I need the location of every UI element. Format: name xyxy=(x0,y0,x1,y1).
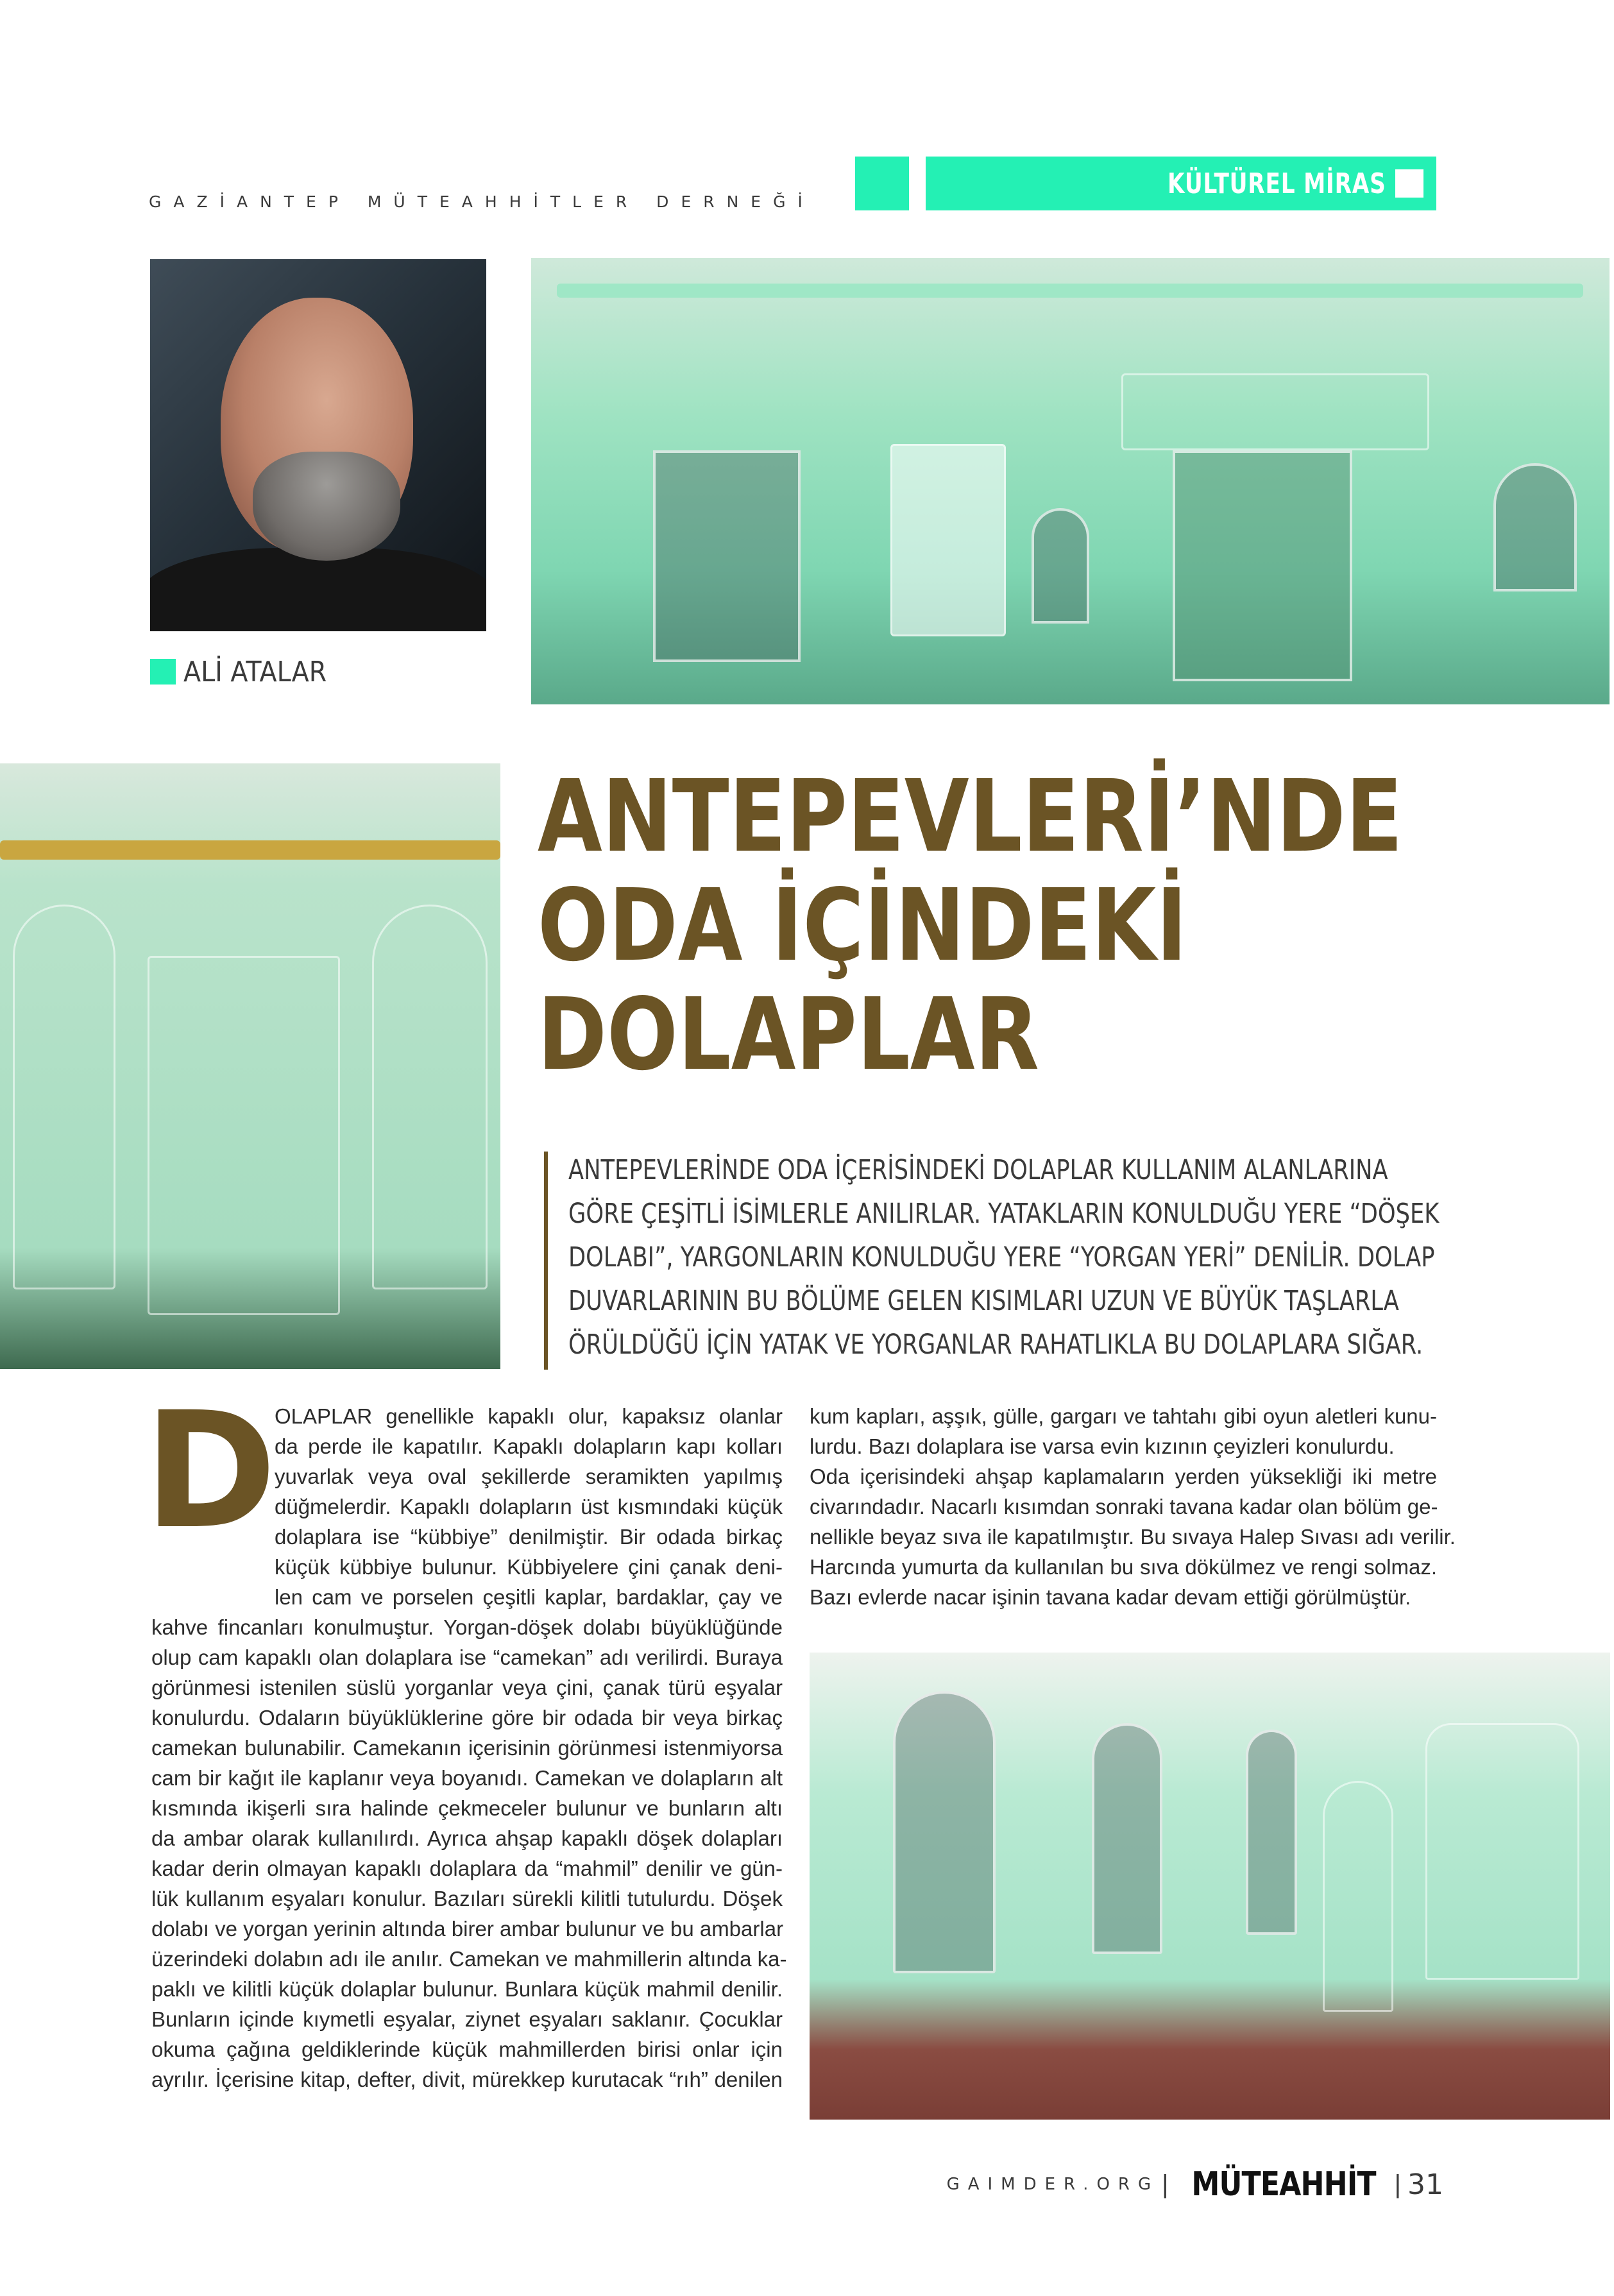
author-name: ALİ ATALAR xyxy=(183,656,327,688)
section-label: KÜLTÜREL MİRAS xyxy=(1168,167,1386,200)
body-line: camekan bulunabilir. Camekanın içerisinin görünmesi istenmiyorsa xyxy=(151,1736,783,1760)
author-portrait xyxy=(150,259,486,631)
lead-rule xyxy=(544,1152,548,1370)
body-line: kahve fincanları konulmuştur. Yorgan-döşek dolabı büyüklüğünde xyxy=(151,1615,783,1639)
room-photo-top xyxy=(531,258,1610,704)
body-line: Bazı evlerde nacar işinin tavana kadar devam ettiği görülmüştür. xyxy=(810,1585,1411,1609)
body-line: ayrılır. İçerisine kitap, defter, divit, mürekkep kurutacak “rıh” denilen xyxy=(151,2068,783,2091)
body-line: paklı ve kilitli küçük dolaplar bulunur. Bunlara küçük mahmil denilir. xyxy=(151,1977,783,2001)
body-line: dolaplara ise “kübbiye” denilmiştir. Bir odada birkaç xyxy=(275,1525,783,1549)
body-line: Bunların içinde kıymetli eşyalar, ziynet eşyaları saklanır. Çocuklar xyxy=(151,2007,783,2031)
cupboard-photo-left xyxy=(0,763,500,1369)
association-name: GAZİANTEP MÜTEAHHİTLER DERNEĞİ xyxy=(149,192,815,211)
header-accent-square xyxy=(855,157,909,210)
body-line: küçük kübbiye bulunur. Kübbiyelere çini çanak deni- xyxy=(275,1555,783,1579)
page-number: 31 xyxy=(1407,2168,1443,2201)
body-line: lük kullanım eşyaları konulur. Bazıları sürekli kilitli tutulurdu. Döşek xyxy=(151,1887,783,1910)
room-photo-bottom xyxy=(810,1653,1610,2120)
body-line: konulurdu. Odaların büyüklüklerine göre bir odada bir veya birkaç xyxy=(151,1706,783,1730)
body-line: düğmelerdir. Kapaklı dolapların üst kısmındaki küçük xyxy=(275,1495,783,1518)
body-line: okuma çağına geldiklerinde küçük mahmillerden birisi onlar için xyxy=(151,2037,783,2061)
body-line: olup cam kapaklı olan dolaplara ise “camekan” adı verilirdi. Buraya xyxy=(151,1645,783,1669)
body-line: da ambar olarak kullanılırdı. Ayrıca ahşap kapaklı döşek dolapları xyxy=(151,1826,783,1850)
body-line: kadar derin olmayan kapaklı dolaplara da “mahmil” denilir ve gün- xyxy=(151,1857,783,1880)
lead-line: DOLABI”, YARGONLARIN KONULDUĞU YERE “YORGAN YERİ” DENİLİR. DOLAP xyxy=(568,1241,1435,1273)
body-line: Oda içerisindeki ahşap kaplamaların yerden yüksekliği iki metre xyxy=(810,1465,1437,1488)
footer-separator: | xyxy=(1162,2170,1169,2198)
body-line: üzerindeki dolabın adı ile anılır. Camekan ve mahmillerin altında ka- xyxy=(151,1947,787,1971)
title-line: ODA İÇİNDEKİ xyxy=(538,867,1187,983)
section-banner xyxy=(926,157,1436,210)
body-line: OLAPLAR genellikle kapaklı olur, kapaksız olanlar xyxy=(275,1404,783,1428)
author-marker xyxy=(150,659,176,685)
body-line: dolabı ve yorgan yerinin altında birer ambar bulunur ve bu ambarlar xyxy=(151,1917,784,1941)
lead-paragraph xyxy=(568,1148,1518,1366)
body-line: kısmında ikişerli sıra halinde çekmeceler bulunur ve bunların altı xyxy=(151,1796,783,1820)
body-line: nellikle beyaz sıva ile kapatılmıştır. Bu sıvaya Halep Sıvası adı verilir. xyxy=(810,1525,1456,1549)
lead-line: ÖRÜLDÜĞÜ İÇİN YATAK VE YORGANLAR RAHATLIKLA BU DOLAPLARA SIĞAR. xyxy=(568,1329,1423,1361)
title-line: DOLAPLAR xyxy=(538,976,1039,1093)
body-column-2 xyxy=(810,1401,1456,1612)
footer-site: GAIMDER.ORG xyxy=(946,2175,1160,2194)
body-column-1-bottom xyxy=(151,1612,787,2095)
body-line: len cam ve porselen çeşitli kaplar, bardaklar, çay ve xyxy=(275,1585,783,1609)
drop-cap: D xyxy=(144,1377,277,1564)
body-line: cam bir kağıt ile kaplanır veya boyanıdı. Camekan ve dolapların alt xyxy=(151,1766,783,1790)
body-line: lurdu. Bazı dolaplara ise varsa evin kızının çeyizleri konulurdu. xyxy=(810,1434,1395,1458)
body-line: görünmesi istenilen süslü yorganlar veya çini, çanak türü eşyalar xyxy=(151,1676,783,1699)
body-line: da perde ile kapatılır. Kapaklı dolapların kapı kolları xyxy=(275,1434,783,1458)
magazine-logo: MÜTEAHHİT xyxy=(1191,2165,1376,2204)
article-title xyxy=(538,758,1564,1093)
body-column-1-top xyxy=(275,1401,783,1612)
body-line: Harcında yumurta da kullanılan bu sıva dökülmez ve rengi solmaz. xyxy=(810,1555,1437,1579)
title-line: ANTEPEVLERİ’NDE xyxy=(538,758,1403,874)
lead-line: DUVARLARININ BU BÖLÜME GELEN KISIMLARI UZUN VE BÜYÜK TAŞLARLA xyxy=(568,1285,1399,1317)
page-footer xyxy=(930,2165,1443,2204)
section-square-icon xyxy=(1395,169,1423,198)
footer-separator: | xyxy=(1394,2170,1401,2198)
body-line: yuvarlak veya oval şekillerde seramikten yapılmış xyxy=(275,1465,783,1488)
body-line: kum kapları, aşşık, gülle, gargarı ve tahtahı gibi oyun aletleri kunu- xyxy=(810,1404,1437,1428)
body-line: civarındadır. Nacarlı kısımdan sonraki tavana kadar olan bölüm ge- xyxy=(810,1495,1438,1518)
lead-line: ANTEPEVLERİNDE ODA İÇERİSİNDEKİ DOLAPLAR KULLANIM ALANLARINA xyxy=(568,1154,1388,1186)
lead-line: GÖRE ÇEŞİTLİ İSİMLERLE ANILIRLAR. YATAKLARIN KONULDUĞU YERE “DÖŞEK xyxy=(568,1198,1440,1230)
